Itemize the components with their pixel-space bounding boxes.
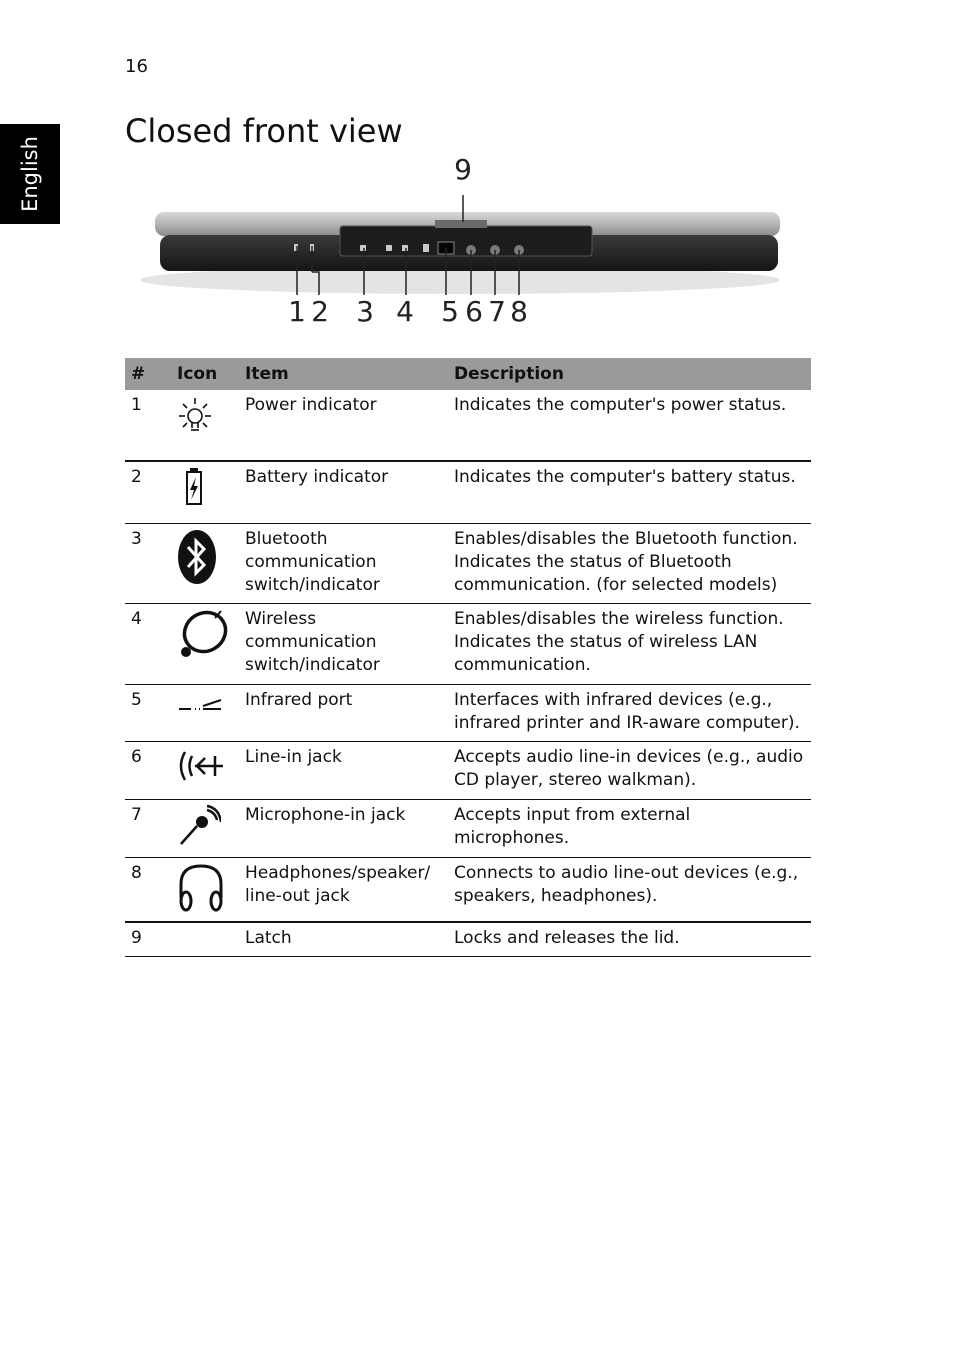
wireless-icon [177, 608, 229, 662]
callout-7: 7 [488, 295, 506, 328]
language-side-tab [0, 124, 60, 224]
row-description: Connects to audio line-out devices (e.g., speakers, headphones). [448, 857, 811, 922]
table-row [125, 684, 811, 741]
row-item: Battery indicator [239, 461, 448, 523]
row-number: 3 [125, 523, 171, 603]
callout-5: 5 [441, 295, 459, 328]
row-item: Infrared port [239, 684, 448, 741]
callout-9: 9 [454, 153, 472, 186]
row-icon-empty [171, 922, 239, 957]
row-number: 5 [125, 684, 171, 741]
table-row [125, 523, 811, 603]
row-description: Accepts audio line-in devices (e.g., audio CD player, stereo walkman). [448, 741, 811, 799]
header-description: Description [448, 358, 811, 390]
row-number: 7 [125, 799, 171, 857]
table-row [125, 390, 811, 461]
headphones-icon [177, 862, 225, 914]
row-number: 6 [125, 741, 171, 799]
row-number: 8 [125, 857, 171, 922]
header-number: # [125, 358, 171, 390]
table-row [125, 741, 811, 799]
laptop-front-figure [140, 150, 800, 340]
row-item: Headphones/speaker/ line-out jack [239, 857, 448, 922]
callout-3: 3 [356, 295, 374, 328]
language-label: English [18, 136, 42, 212]
row-description: Indicates the computer's power status. [448, 390, 811, 461]
table-row [125, 603, 811, 684]
line-in-icon [177, 746, 227, 786]
callout-4: 4 [396, 295, 414, 328]
row-description: Accepts input from external microphones. [448, 799, 811, 857]
row-number: 9 [125, 922, 171, 957]
table-header-row [125, 358, 811, 390]
callout-2: 2 [311, 295, 329, 328]
row-description: Enables/disables the Bluetooth function. Indicates the status of Bluetooth communication. (for selected models) [448, 523, 811, 603]
row-item: Bluetooth communication switch/indicator [239, 523, 448, 603]
header-item: Item [239, 358, 448, 390]
callout-6: 6 [465, 295, 483, 328]
row-item: Microphone-in jack [239, 799, 448, 857]
power-indicator-icon [177, 394, 213, 434]
table-row [125, 799, 811, 857]
row-number: 2 [125, 461, 171, 523]
row-number: 1 [125, 390, 171, 461]
row-number: 4 [125, 603, 171, 684]
page-number: 16 [125, 56, 148, 77]
page-title: Closed front view [125, 112, 403, 150]
microphone-icon [177, 804, 221, 848]
row-item: Power indicator [239, 390, 448, 461]
infrared-icon [177, 689, 225, 719]
row-item: Wireless communication switch/indicator [239, 603, 448, 684]
table-row [125, 461, 811, 523]
row-item: Line-in jack [239, 741, 448, 799]
row-description: Locks and releases the lid. [448, 922, 811, 957]
bluetooth-icon [177, 528, 217, 586]
row-description: Indicates the computer's battery status. [448, 461, 811, 523]
table-row [125, 857, 811, 922]
callout-1: 1 [288, 295, 306, 328]
row-description: Enables/disables the wireless function. Indicates the status of wireless LAN communication. [448, 603, 811, 684]
header-icon: Icon [171, 358, 239, 390]
battery-icon [177, 466, 213, 506]
table-row [125, 922, 811, 957]
component-table [125, 358, 811, 957]
row-description: Interfaces with infrared devices (e.g., infrared printer and IR-aware computer). [448, 684, 811, 741]
callout-8: 8 [510, 295, 528, 328]
row-item: Latch [239, 922, 448, 957]
